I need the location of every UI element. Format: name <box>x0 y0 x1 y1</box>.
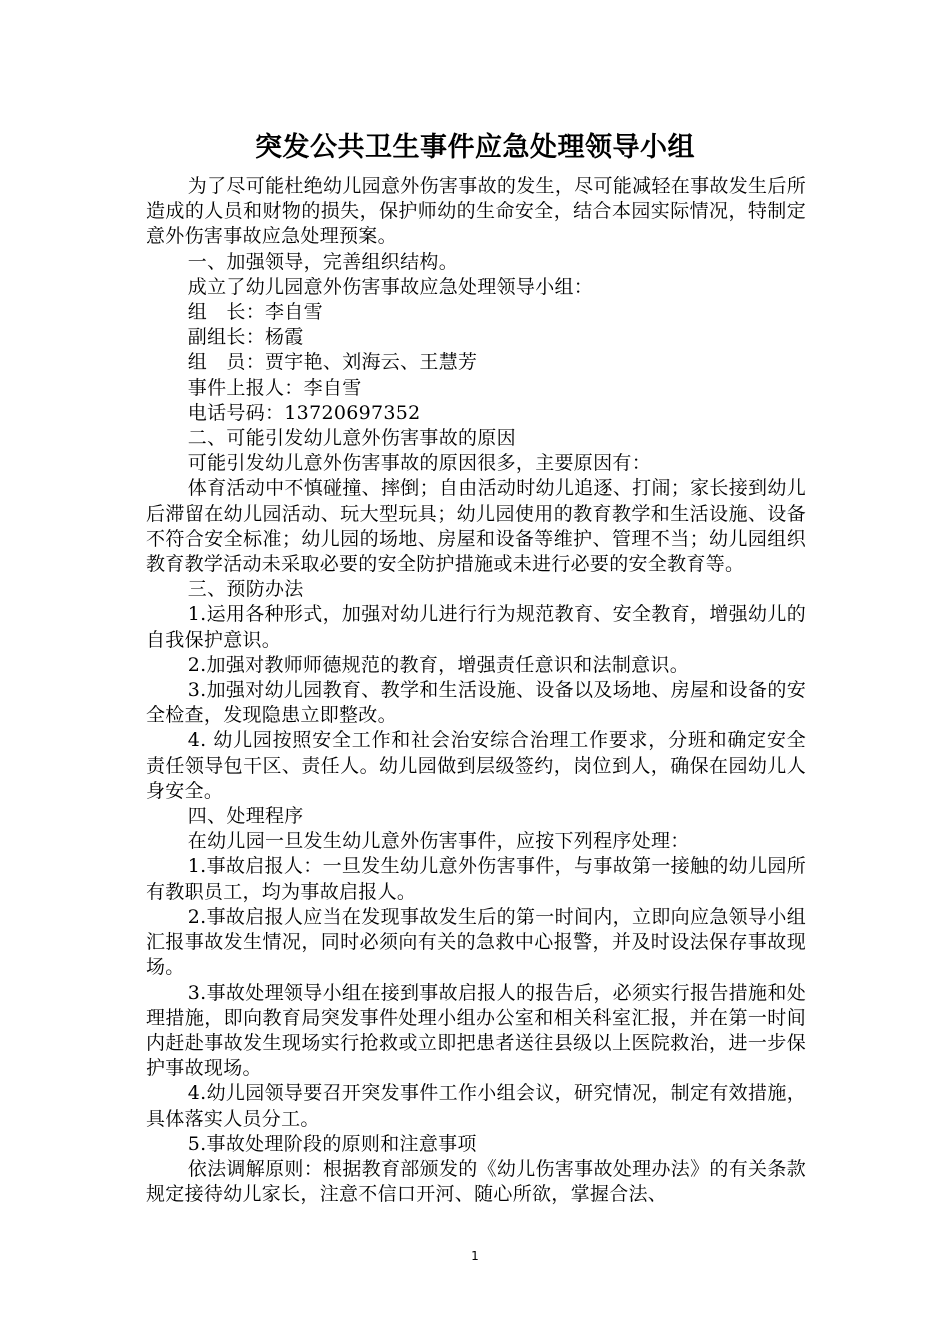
heading-section-3: 三、预防办法 <box>187 578 304 601</box>
heading-section-2: 二、可能引发幼儿意外伤害事故的原因 <box>187 427 516 450</box>
heading-section-4: 四、处理程序 <box>187 805 304 828</box>
paragraph-group-established: 成立了幼儿园意外伤害事故应急处理领导小组： <box>187 275 594 298</box>
members-line: 组 员：贾宇艳、刘海云、王慧芳 <box>187 351 478 374</box>
procedure-item-1: 1.事故启报人：一旦发生幼儿意外伤害事件，与事故第一接触的幼儿园所有教职员工，均为事故启报人。 <box>146 855 806 903</box>
paragraph-causes-intro: 可能引发幼儿意外伤害事故的原因很多，主要原因有： <box>187 452 651 475</box>
document-title: 突发公共卫生事件应急处理领导小组 <box>255 132 695 163</box>
paragraph-causes-list: 体育活动中不慎碰撞、摔倒；自由活动时幼儿追逐、打闹；家长接到幼儿后滞留在幼儿园活动、玩大型玩具；幼儿园使用的教育教学和生活设施、设备不符合安全标准；幼儿园的场地、房屋和设备等维护、管理不当；幼儿园组织教育教学活动未采取必要的安全防护措施或未进行必要的安全教育等。 <box>146 477 806 576</box>
procedure-item-4: 4.幼儿园领导要召开突发事件工作小组会议，研究情况，制定有效措施，具体落实人员分工。 <box>146 1082 806 1130</box>
procedure-item-3: 3.事故处理领导小组在接到事故启报人的报告后，必须实行报告措施和处理措施，即向教育局突发事件处理小组办公室和相关科室汇报，并在第一时间内赶赴事故发生现场实行抢救或立即把患者送往县级以上医院救治，进一步保护事故现场。 <box>146 981 806 1080</box>
prevention-item-4: 4. 幼儿园按照安全工作和社会治安综合治理工作要求，分班和确定安全责任领导包干区、责任人。幼儿园做到层级签约，岗位到人，确保在园幼儿人身安全。 <box>146 729 806 802</box>
prevention-item-1: 1.运用各种形式，加强对幼儿进行行为规范教育、安全教育，增强幼儿的自我保护意识。 <box>146 603 806 651</box>
deputy-leader-line: 副组长：杨霞 <box>187 326 304 349</box>
prevention-item-2: 2.加强对教师师德规范的教育，增强责任意识和法制意识。 <box>187 653 690 676</box>
page-number: 1 <box>471 1249 479 1263</box>
prevention-item-3: 3.加强对幼儿园教育、教学和生活设施、设备以及场地、房屋和设备的安全检查，发现隐患立即整改。 <box>146 679 806 727</box>
leader-line: 组 长：李自雪 <box>187 301 323 324</box>
paragraph-intro: 为了尽可能杜绝幼儿园意外伤害事故的发生，尽可能减轻在事故发生后所造成的人员和财物的损失，保护师幼的生命安全，结合本园实际情况，特制定意外伤害事故应急处理预案。 <box>146 175 806 248</box>
procedure-item-2: 2.事故启报人应当在发现事故发生后的第一时间内，立即向应急领导小组汇报事故发生情况，同时必须向有关的急救中心报警，并及时设法保存事故现场。 <box>146 905 806 979</box>
procedure-item-5: 5.事故处理阶段的原则和注意事项 <box>187 1132 477 1155</box>
document-body <box>146 174 806 1207</box>
heading-section-1: 一、加强领导，完善组织结构。 <box>187 250 458 273</box>
paragraph-procedure-intro: 在幼儿园一旦发生幼儿意外伤害事件，应按下列程序处理： <box>187 830 690 853</box>
phone-line: 电话号码：13720697352 <box>187 401 421 424</box>
reporter-line: 事件上报人：李自雪 <box>187 376 362 399</box>
paragraph-mediation-principle: 依法调解原则：根据教育部颁发的《幼儿伤害事故处理办法》的有关条款规定接待幼儿家长，注意不信口开河、随心所欲，掌握合法、 <box>146 1157 806 1206</box>
